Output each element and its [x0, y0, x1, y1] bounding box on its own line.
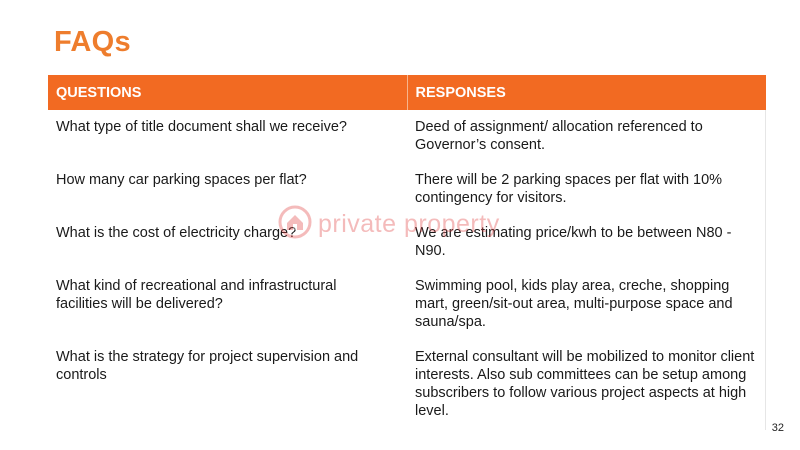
table-row — [48, 269, 766, 340]
question-cell: What kind of recreational and infrastructural facilities will be delivered? — [56, 278, 337, 312]
table-header-row — [48, 75, 766, 110]
response-cell: External consultant will be mobilized to monitor client interests. Also sub committees can be setup among subscribers to follow various project aspects at high level. — [415, 349, 755, 419]
response-cell: Deed of assignment/ allocation referenced to Governor’s consent. — [415, 119, 703, 153]
table-row — [48, 340, 766, 420]
page-title: FAQs — [54, 26, 131, 58]
question-cell: What type of title document shall we receive? — [56, 119, 347, 135]
page-number: 32 — [771, 422, 784, 434]
faq-table — [48, 75, 766, 420]
response-cell: We are estimating price/kwh to be between N80 - N90. — [415, 225, 732, 259]
table-row — [48, 163, 766, 216]
table-row — [48, 216, 766, 269]
header-responses: RESPONSES — [407, 75, 766, 110]
question-cell: What is the strategy for project supervision and controls — [56, 349, 359, 383]
table-row — [48, 110, 766, 163]
response-cell: There will be 2 parking spaces per flat with 10% contingency for visitors. — [415, 172, 723, 206]
header-questions: QUESTIONS — [48, 75, 407, 110]
watermark-text: private property — [318, 210, 500, 238]
question-cell: How many car parking spaces per flat? — [56, 172, 307, 188]
table-border-line — [765, 110, 766, 430]
question-cell: What is the cost of electricity charge? — [56, 225, 297, 241]
response-cell: Swimming pool, kids play area, creche, shopping mart, green/sit-out area, multi-purpose space and sauna/spa. — [415, 278, 733, 330]
